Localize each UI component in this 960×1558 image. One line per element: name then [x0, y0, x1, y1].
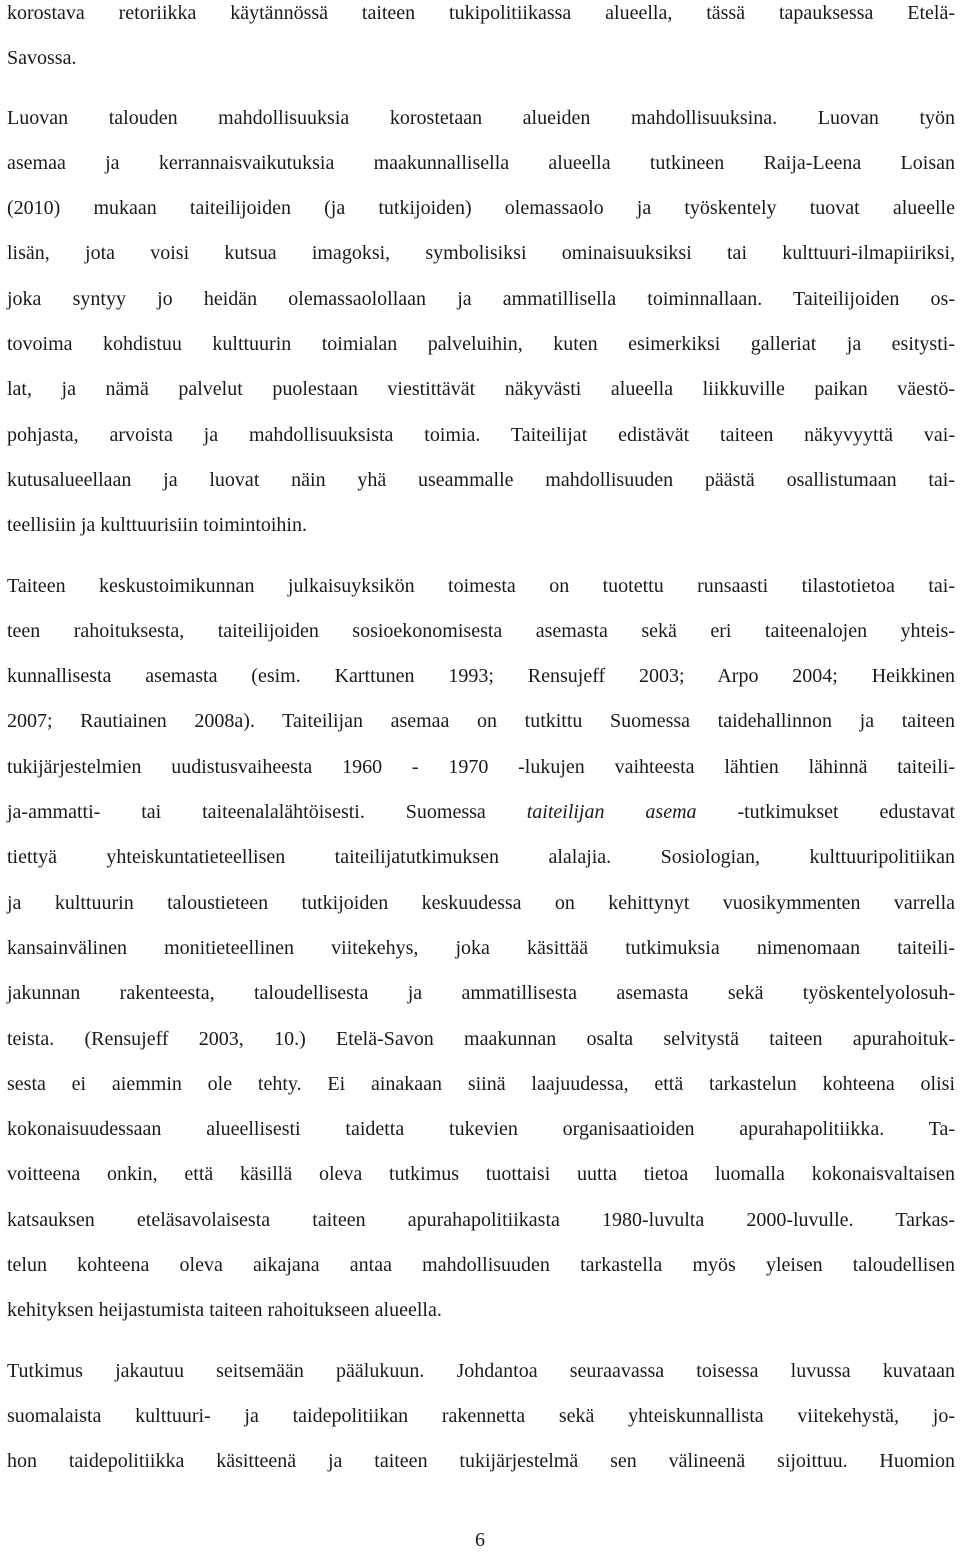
text-line: suomalaista kulttuuri- ja taidepolitiikan rakennetta sekä yhteiskunnallista viitekehystä, jo- — [7, 1404, 955, 1427]
italic-term: taiteilijan asema — [526, 801, 697, 824]
text-line: Tutkimus jakautuu seitsemään päälukuun. Johdantoa seuraavassa toisessa luvussa kuvataan — [7, 1359, 955, 1382]
text-line: tiettyä yhteiskuntatieteellisen taiteilijatutkimuksen alalajia. Sosiologian, kulttuuripolitiikan — [7, 846, 955, 869]
text-line: Savossa. — [7, 47, 77, 70]
text-line: kansainvälinen monitieteellinen viitekehys, joka käsittää tutkimuksia nimenomaan taiteili- — [7, 936, 955, 959]
text-line: kokonaisuudessaan alueellisesti taidetta tukevien organisaatioiden apurahapolitiikka. Ta- — [7, 1118, 955, 1141]
text-line: teen rahoituksesta, taiteilijoiden sosioekonomisesta asemasta sekä eri taiteenalojen yhteis- — [7, 619, 955, 642]
page-number: 6 — [475, 1529, 485, 1551]
text-line: kunnallisesta asemasta (esim. Karttunen 1993; Rensujeff 2003; Arpo 2004; Heikkinen — [7, 665, 955, 688]
text-line: teellisiin ja kulttuurisiin toimintoihin. — [7, 514, 307, 537]
text-line: Taiteen keskustoimikunnan julkaisuyksikön toimesta on tuotettu runsaasti tilastotietoa tai- — [7, 574, 955, 597]
text-line: joka syntyy jo heidän olemassaolollaan ja ammatillisella toiminnallaan. Taiteilijoiden os- — [7, 287, 955, 310]
text-line: teista. (Rensujeff 2003, 10.) Etelä-Savon maakunnan osalta selvitystä taiteen apurahoituk- — [7, 1027, 955, 1050]
paragraph — [7, 96, 955, 549]
text-line: sesta ei aiemmin ole tehty. Ei ainakaan siinä laajuudessa, että tarkastelun kohteena olisi — [7, 1072, 955, 1095]
text-line: pohjasta, arvoista ja mahdollisuuksista toimia. Taiteilijat edistävät taiteen näkyvyyttä vai- — [7, 423, 955, 446]
text-line: lisän, jota voisi kutsua imagoksi, symbolisiksi ominaisuuksiksi tai kulttuuri-ilmapiiriksi, — [7, 242, 955, 265]
text-line: katsauksen eteläsavolaisesta taiteen apurahapolitiikasta 1980-luvulta 2000-luvulle. Tarkas- — [7, 1208, 955, 1231]
paragraph — [7, 564, 955, 1334]
text-line: Luovan talouden mahdollisuuksia korostetaan alueiden mahdollisuuksina. Luovan työn — [7, 106, 955, 129]
paragraph — [7, 1349, 955, 1485]
document-page — [7, 0, 955, 1485]
text-line: tovoima kohdistuu kulttuurin toimialan palveluihin, kuten esimerkiksi galleriat ja esitysti- — [7, 333, 955, 356]
paragraph — [7, 0, 955, 82]
text-line: tukijärjestelmien uudistusvaiheesta 1960 - 1970 -lukujen vaihteesta lähtien lähinnä taiteili- — [7, 755, 955, 778]
text-line: jakunnan rakenteesta, taloudellisesta ja ammatillisesta asemasta sekä työskentelyolosuh- — [7, 982, 955, 1005]
text-line: voitteena onkin, että käsillä oleva tutkimus tuottaisi uutta tietoa luomalla kokonaisvaltaisen — [7, 1163, 955, 1186]
text-line: ja kulttuurin taloustieteen tutkijoiden keskuudessa on kehittynyt vuosikymmenten varrella — [7, 891, 955, 914]
text-line: lat, ja nämä palvelut puolestaan viestittävät näkyvästi alueella liikkuville paikan väestö- — [7, 378, 955, 401]
text-line: telun kohteena oleva aikajana antaa mahdollisuuden tarkastella myös yleisen taloudellisen — [7, 1254, 955, 1277]
text-line: 2007; Rautiainen 2008a). Taiteilijan asemaa on tutkittu Suomessa taidehallinnon ja taiteen — [7, 710, 955, 733]
text-line: kehityksen heijastumista taiteen rahoitukseen alueella. — [7, 1299, 442, 1322]
text-line: hon taidepolitiikka käsitteenä ja taiteen tukijärjestelmä sen välineenä sijoittuu. Huomion — [7, 1450, 955, 1473]
text-segment: ja-ammatti- tai taiteenalalähtöisesti. Suomessa — [7, 801, 486, 824]
text-line — [7, 790, 955, 835]
text-segment: -tutkimukset edustavat — [737, 801, 956, 824]
text-line: asemaa ja kerrannaisvaikutuksia maakunnallisella alueella tutkineen Raija-Leena Loisan — [7, 151, 955, 174]
text-line: korostava retoriikka käytännössä taiteen tukipolitiikassa alueella, tässä tapauksessa Etelä- — [7, 2, 955, 24]
text-line: (2010) mukaan taiteilijoiden (ja tutkijoiden) olemassaolo ja työskentely tuovat alueelle — [7, 197, 955, 220]
text-line: kutusalueellaan ja luovat näin yhä useammalle mahdollisuuden päästä osallistumaan tai- — [7, 468, 955, 491]
